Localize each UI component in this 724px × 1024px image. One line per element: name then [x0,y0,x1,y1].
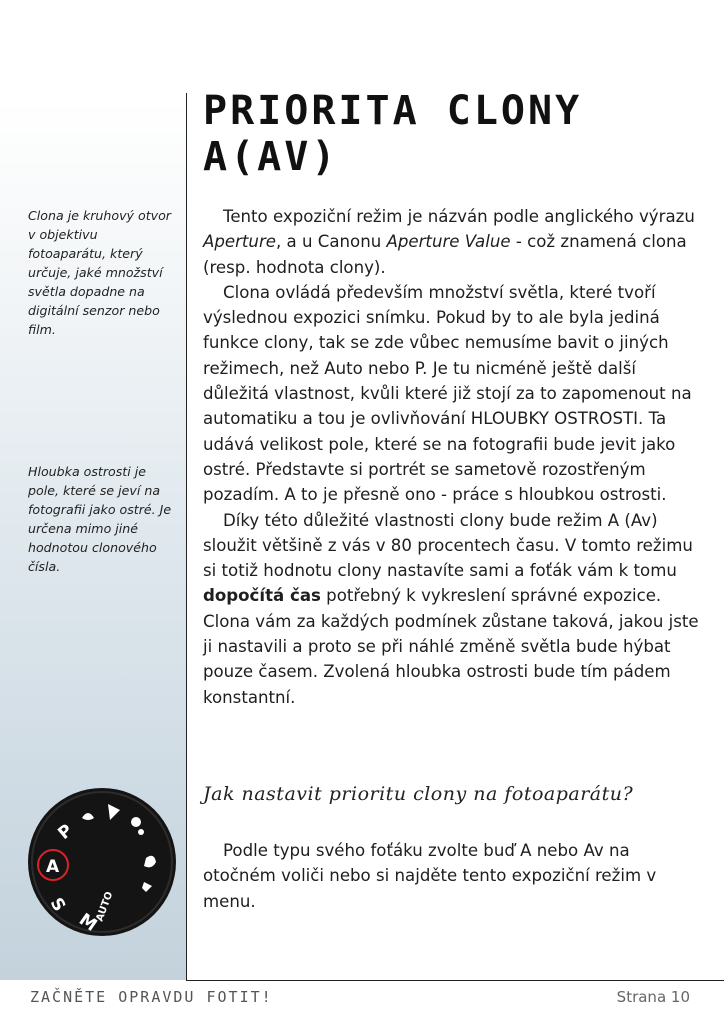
main-text [203,204,703,710]
p1-text-e: - což znamená clona (resp. hodnota clony). [203,232,687,277]
macro-icon [131,817,141,827]
vertical-divider [186,93,187,981]
sidebar-note-aperture: Clona je kruhový otvor v objektivu fotoaparátu, který určuje, jaké množství světla dopadne na digitální senzor nebo film. [28,208,171,337]
footer-divider [186,980,724,981]
paragraph-2: Clona ovládá především množství světla, které tvoří výslednou expozici snímku. Pokud by to ale byla jediná funkce clony, tak se zde vůbec nemusíme bavit o jiných režimech, než Auto nebo P. Je tu nicméně ještě další důležitá vlastnost, kvůli které již stojí za to zapomenout na automatiku a tou je ovlivňování HLOUBKY OSTROSTI. Ta udává velikost pole, které se na fotografii bude jevit jako ostré. Představte si portrét se sametově rozostřeným pozadím. A to je přesně ono - práce s hloubkou ostrosti. [203,282,692,505]
secondary-text [203,838,703,914]
p3-text-a: Díky této důležité vlastnosti clony bude režim A (Av) sloužit většině z vás v 80 procentech času. V tomto režimu si totiž hodnotu clony nastavíte sami a foťák vám k tomu [203,510,693,581]
p3-emphasis: dopočítá čas [203,586,321,606]
dial-label-a: A [46,857,60,877]
subheading: Jak nastavit prioritu clony na fotoaparátu? [203,783,634,805]
p3-text-c: potřebný k vykreslení správné expozice. Clona vám za každých podmínek zůstane taková, jakou jste ji nastavili a proto se při náhlé změně světla bude hýbat pouze časem. Zvolená hloubka ostrosti bude tím pádem konstantní. [203,586,699,707]
sidebar-note-depth-of-field: Hloubka ostrosti je pole, které se jeví na fotografii jako ostré. Je určena mimo jiné hodnotou clonového čísla. [28,464,172,574]
page-title: PRIORITA CLONY A(AV) [203,88,583,180]
p1-text-c: , a u Canonu [275,232,387,252]
mode-dial-illustration [26,786,178,938]
dial-label-s: S [45,894,70,916]
macro-icon-leaf [138,829,144,835]
paragraph-3 [203,508,703,710]
p1-term-aperture-value: Aperture Value [386,232,511,252]
p1-text-a: Tento expoziční režim je názván podle anglického výrazu [223,207,695,226]
page-number: Strana 10 [616,988,690,1006]
paragraph-1 [203,204,703,280]
paragraph-4: Podle typu svého foťáku zvolte buď A nebo Av na otočném voliči nebo si najděte tento expoziční režim v menu. [203,841,657,911]
footer-series-title: ZAČNĚTE OPRAVDU FOTIT! [30,988,273,1006]
p1-term-aperture: Aperture [203,232,276,252]
dial-label-p: P [54,820,77,844]
dial-label-m: M [75,909,101,936]
dial-label-auto: AUTO [94,890,116,924]
